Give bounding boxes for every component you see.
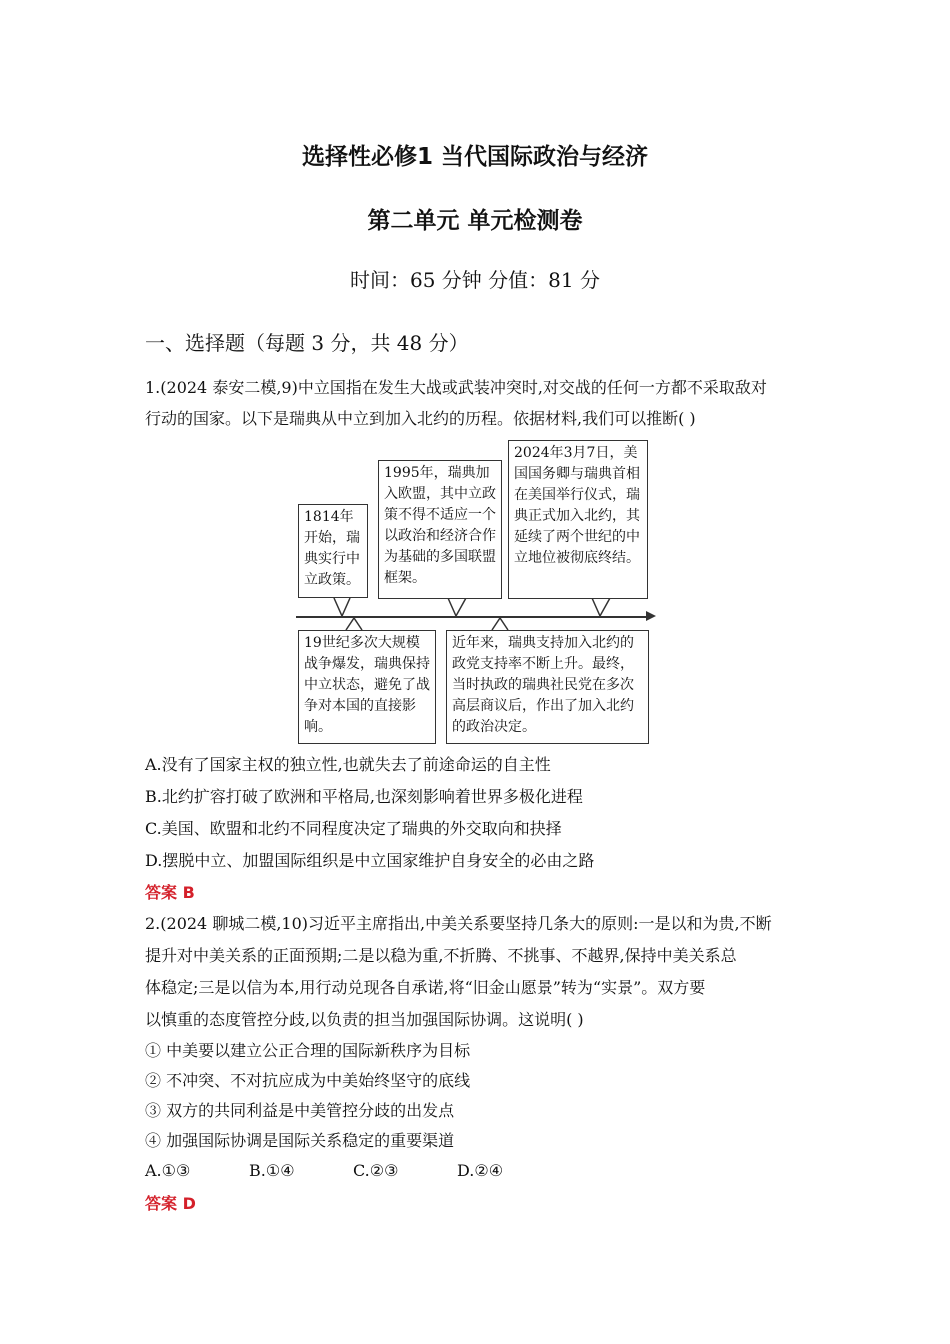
q2-statement-2: ② 不冲突、不对抗应成为中美始终坚守的底线 [145,1071,471,1090]
q1-option-c: C.美国、欧盟和北约不同程度决定了瑞典的外交取向和抉择 [145,819,562,838]
q1-option-b: B.北约扩容打破了欧洲和平格局,也深刻影响着世界多极化进程 [145,787,583,806]
document-title: 选择性必修1 当代国际政治与经济 [301,144,648,170]
unit-subtitle: 第二单元 单元检测卷 [367,208,583,234]
timeline-box-recent-years: 近年来，瑞典支持加入北约的政党支持率不断上升。最终，当时执政的瑞典社民党在多次高层商议后，作出了加入北约的政治决定。 [446,630,649,744]
q1-option-d: D.摆脱中立、加盟国际组织是中立国家维护自身安全的必由之路 [145,851,595,870]
q2-statement-1: ① 中美要以建立公正合理的国际新秩序为目标 [145,1041,471,1060]
timeline-box-1814: 1814年开始，瑞典实行中立政策。 [298,504,368,598]
timeline-box-2024: 2024年3月7日，美国国务卿与瑞典首相在美国举行仪式，瑞典正式加入北约，其延续了两个世纪的中立地位被彻底终结。 [508,440,648,599]
q2-statement-3: ③ 双方的共同利益是中美管控分歧的出发点 [145,1101,455,1120]
timeline-box-19th-century: 19世纪多次大规模战争爆发，瑞典保持中立状态，避免了战争对本国的直接影响。 [298,630,436,744]
q2-option-d: D.②④ [457,1161,504,1180]
timeline-axis [296,616,648,618]
q1-stem-line-2: 行动的国家。以下是瑞典从中立到加入北约的历程。依据材料,我们可以推断( ) [145,409,696,428]
q2-answer: 答案 D [145,1194,196,1213]
q1-stem-line-1: 1.(2024 泰安二模,9)中立国指在发生大战或武装冲突时,对交战的任何一方都不采取敌对 [145,378,767,397]
q2-options-row [145,1161,561,1180]
sweden-timeline-diagram [296,438,656,748]
q2-stem-line-4: 以慎重的态度管控分歧,以负责的担当加强国际协调。这说明( ) [145,1010,584,1029]
q2-option-b: B.①④ [249,1161,295,1180]
q2-stem-line-3: 体稳定;三是以信为本,用行动兑现各自承诺,将“旧金山愿景”转为“实景”。双方要 [145,978,706,997]
q1-option-a: A.没有了国家主权的独立性,也就失去了前途命运的自主性 [145,755,551,774]
q2-stem-line-1: 2.(2024 聊城二模,10)习近平主席指出,中美关系要坚持几条大的原则:一是以和为贵,不断 [145,914,772,933]
q2-option-c: C.②③ [353,1161,399,1180]
q2-statement-4: ④ 加强国际协调是国际关系稳定的重要渠道 [145,1131,455,1150]
timeline-arrow-icon [646,611,656,621]
q2-stem-line-2: 提升对中美关系的正面预期;二是以稳为重,不折腾、不挑事、不越界,保持中美关系总 [145,946,737,965]
timeline-box-1995: 1995年，瑞典加入欧盟，其中立政策不得不适应一个以政治和经济合作为基础的多国联盟框架。 [378,460,502,599]
q1-answer: 答案 B [145,883,195,902]
section-heading: 一、选择题（每题 3 分，共 48 分） [145,331,469,355]
q2-option-a: A.①③ [145,1161,191,1180]
exam-meta: 时间：65 分钟 分值：81 分 [350,268,600,292]
